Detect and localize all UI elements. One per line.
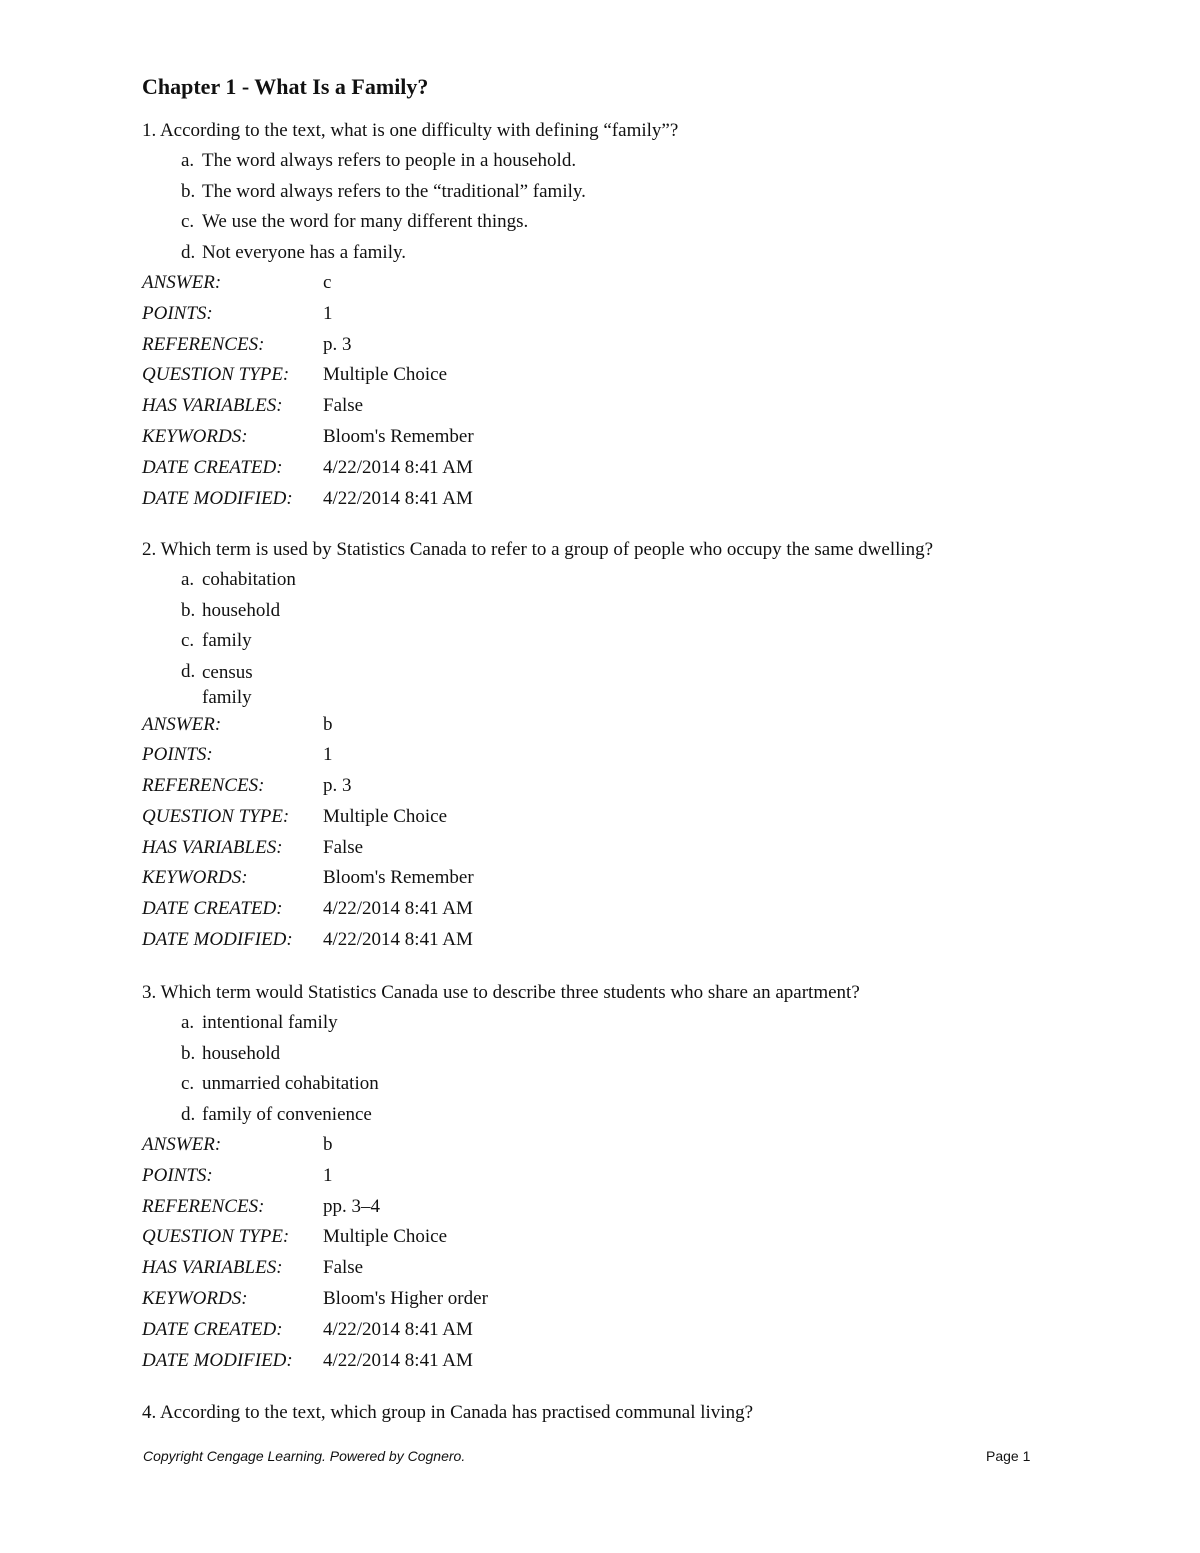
- question-stem: 4. According to the text, which group in Canada has practised communal living?: [142, 1402, 754, 1423]
- question-2: [142, 535, 933, 956]
- meta-value: 4/22/2014 8:41 AM: [323, 1318, 473, 1340]
- meta-label: HAS VARIABLES:: [142, 1257, 283, 1279]
- answer-option: [142, 626, 933, 657]
- option-text: census family: [202, 661, 253, 708]
- answer-option: [142, 1039, 860, 1070]
- meta-value: 1: [323, 302, 333, 324]
- meta-row: [142, 360, 678, 391]
- meta-row: [142, 894, 933, 925]
- meta-value: 1: [323, 744, 333, 766]
- meta-row: [142, 925, 933, 956]
- meta-row: [142, 268, 678, 299]
- meta-row: [142, 453, 678, 484]
- meta-label: POINTS:: [142, 302, 213, 324]
- meta-label: HAS VARIABLES:: [142, 395, 283, 417]
- answer-option: [142, 238, 678, 269]
- option-text: household: [202, 599, 281, 621]
- meta-row: [142, 1284, 860, 1315]
- option-text: The word always refers to the “traditional” family.: [202, 180, 586, 202]
- meta-value: 4/22/2014 8:41 AM: [323, 929, 473, 951]
- option-letter: d.: [181, 660, 196, 682]
- option-letter: b.: [181, 599, 196, 621]
- meta-label: REFERENCES:: [142, 1195, 265, 1217]
- question-stem: 1. According to the text, what is one difficulty with defining “family”?: [142, 120, 679, 141]
- option-text: Not everyone has a family.: [202, 241, 406, 263]
- meta-label: ANSWER:: [142, 1134, 222, 1155]
- answer-option: [142, 1069, 860, 1100]
- option-text: unmarried cohabitation: [202, 1073, 379, 1094]
- meta-label: DATE CREATED:: [142, 898, 283, 920]
- meta-value: b: [323, 1134, 333, 1155]
- option-letter: d.: [181, 1103, 196, 1125]
- meta-label: KEYWORDS:: [142, 867, 248, 889]
- option-letter: b.: [181, 180, 196, 202]
- meta-value: p. 3: [323, 333, 352, 355]
- meta-row: [142, 771, 933, 802]
- option-letter: b.: [181, 1042, 196, 1064]
- option-text: household: [202, 1042, 281, 1064]
- option-text: family: [202, 630, 252, 651]
- meta-label: REFERENCES:: [142, 333, 265, 355]
- meta-row: [142, 802, 933, 833]
- answer-option: [142, 1008, 860, 1039]
- meta-row: [142, 299, 678, 330]
- meta-label: POINTS:: [142, 1164, 213, 1186]
- meta-row: [142, 1253, 860, 1284]
- answer-option: [142, 596, 933, 627]
- meta-value: b: [323, 713, 333, 735]
- meta-label: HAS VARIABLES:: [142, 836, 283, 858]
- meta-row: [142, 1192, 860, 1223]
- meta-label: DATE MODIFIED:: [142, 1349, 293, 1371]
- answer-option: [142, 146, 678, 177]
- meta-value: False: [323, 836, 364, 858]
- meta-label: REFERENCES:: [142, 775, 265, 797]
- option-text: The word always refers to people in a household.: [202, 150, 577, 171]
- meta-row: [142, 1161, 860, 1192]
- footer-page-number: Page 1: [986, 1448, 1031, 1464]
- option-text: We use the word for many different things.: [202, 211, 529, 232]
- meta-row: [142, 1130, 860, 1161]
- meta-row: [142, 1222, 860, 1253]
- option-text: intentional family: [202, 1012, 338, 1033]
- option-letter: c.: [181, 211, 195, 232]
- meta-label: POINTS:: [142, 744, 213, 766]
- question-stem: 3. Which term would Statistics Canada use to describe three students who share an apartment?: [142, 982, 860, 1003]
- meta-label: KEYWORDS:: [142, 1287, 248, 1309]
- meta-row: [142, 740, 933, 771]
- question-4: [142, 1398, 753, 1428]
- meta-label: DATE CREATED:: [142, 1318, 283, 1340]
- option-letter: a.: [181, 569, 195, 590]
- answer-option: [142, 657, 933, 710]
- meta-row: [142, 391, 678, 422]
- option-letter: c.: [181, 1073, 195, 1094]
- option-letter: a.: [181, 1012, 195, 1033]
- meta-value: Multiple Choice: [323, 1226, 448, 1248]
- option-text: cohabitation: [202, 569, 296, 590]
- answer-option: [142, 177, 678, 208]
- meta-label: DATE MODIFIED:: [142, 929, 293, 951]
- option-letter: d.: [181, 241, 196, 263]
- meta-row: [142, 863, 933, 894]
- option-letter: c.: [181, 630, 195, 651]
- meta-value: Bloom's Remember: [323, 425, 474, 447]
- meta-value: Bloom's Remember: [323, 867, 474, 889]
- meta-label: KEYWORDS:: [142, 425, 248, 447]
- meta-row: [142, 330, 678, 361]
- meta-value: False: [323, 1257, 364, 1279]
- page-title: Chapter 1 - What Is a Family?: [142, 74, 429, 99]
- meta-value: 4/22/2014 8:41 AM: [323, 1349, 473, 1371]
- answer-option: [142, 1100, 860, 1131]
- footer-copyright: Copyright Cengage Learning. Powered by Cognero.: [143, 1448, 466, 1464]
- meta-label: QUESTION TYPE:: [142, 805, 290, 827]
- meta-label: ANSWER:: [142, 713, 222, 735]
- meta-label: DATE CREATED:: [142, 456, 283, 478]
- question-3: [142, 978, 860, 1376]
- meta-row: [142, 1346, 860, 1377]
- meta-row: [142, 710, 933, 741]
- question-stem: 2. Which term is used by Statistics Canada to refer to a group of people who occupy the same dwelling?: [142, 539, 934, 560]
- meta-value: 4/22/2014 8:41 AM: [323, 487, 473, 509]
- answer-option: [142, 565, 933, 596]
- question-1: [142, 116, 678, 514]
- meta-value: Bloom's Higher order: [323, 1287, 488, 1309]
- meta-value: 4/22/2014 8:41 AM: [323, 898, 473, 920]
- meta-label: DATE MODIFIED:: [142, 487, 293, 509]
- meta-value: p. 3: [323, 775, 352, 797]
- meta-value: 4/22/2014 8:41 AM: [323, 456, 473, 478]
- meta-row: [142, 1315, 860, 1346]
- meta-value: Multiple Choice: [323, 364, 448, 386]
- meta-value: Multiple Choice: [323, 805, 448, 827]
- meta-value: c: [323, 272, 332, 293]
- meta-value: 1: [323, 1164, 333, 1186]
- meta-value: False: [323, 395, 364, 417]
- option-letter: a.: [181, 150, 195, 171]
- option-text: family of convenience: [202, 1103, 372, 1125]
- meta-label: QUESTION TYPE:: [142, 1226, 290, 1248]
- answer-option: [142, 207, 678, 238]
- meta-row: [142, 484, 678, 515]
- meta-row: [142, 422, 678, 453]
- meta-label: QUESTION TYPE:: [142, 364, 290, 386]
- meta-label: ANSWER:: [142, 272, 222, 293]
- meta-value: pp. 3–4: [323, 1195, 380, 1217]
- meta-row: [142, 833, 933, 864]
